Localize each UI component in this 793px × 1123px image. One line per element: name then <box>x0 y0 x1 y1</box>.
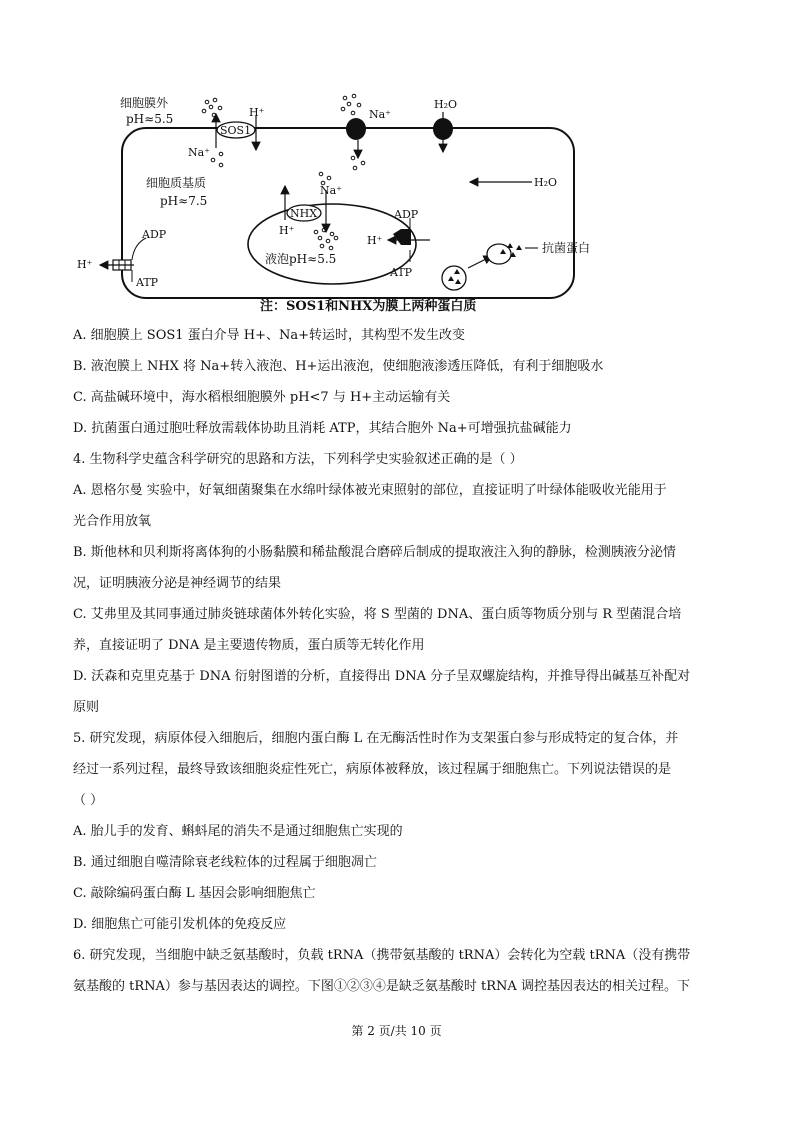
na-particles-inside-1 <box>211 152 223 167</box>
outside-label: 细胞膜外 <box>120 96 169 110</box>
nhx-label: NHX <box>290 207 318 220</box>
text-line: 养，直接证明了 DNA 是主要遗传物质，蛋白质等无转化作用 <box>73 638 425 653</box>
antibacterial-label: 抗菌蛋白 <box>542 241 591 255</box>
text-line: 氨基酸的 tRNA）参与基因表达的调控。下图①②③④是缺乏氨基酸时 tRNA 调控基因表达的相关过程。下 <box>73 979 690 994</box>
text-line: A. 胎儿手的发育、蝌蚪尾的消失不是通过细胞焦亡实现的 <box>73 824 403 839</box>
na-particles-above-nhx <box>319 172 331 185</box>
vacuole-proton-pump <box>393 229 411 245</box>
vacuole-ph: 液泡pH≈5.5 <box>265 252 337 266</box>
na-channel <box>346 118 366 140</box>
h-plus-membrane: H⁺ <box>77 258 93 271</box>
diagram-note: 注：SOS1和NHX为膜上两种蛋白质 <box>260 299 477 314</box>
question-text <box>73 320 733 1002</box>
h-plus-vacuole: H⁺ <box>367 234 383 247</box>
vesicle-fusing <box>487 244 511 264</box>
na-particles-outside-1 <box>202 98 222 117</box>
text-line: 5. 研究发现，病原体侵入细胞后，细胞内蛋白酶 L 在无酶活性时作为支架蛋白参与形成特定的复合体，并 <box>73 731 679 746</box>
vesicle-inside <box>442 266 466 290</box>
text-line: C. 艾弗里及其同事通过肺炎链球菌体外转化实验，将 S 型菌的 DNA、蛋白质等物质分别与 R 型菌混合培 <box>73 607 682 622</box>
text-line: D. 细胞焦亡可能引发机体的免疫反应 <box>73 917 287 932</box>
text-line: D. 沃森和克里克基于 DNA 衍射图谱的分析，直接得出 DNA 分子呈双螺旋结构，并推导得出碱基互补配对 <box>73 669 691 684</box>
membrane-transport-diagram <box>70 88 640 320</box>
h2o-channel-label: H₂O <box>434 98 458 111</box>
adp-vacuole: ADP <box>394 208 419 221</box>
text-line: B. 液泡膜上 NHX 将 Na+转入液泡、H+运出液泡，使细胞液渗透压降低，有利于细胞吸水 <box>73 359 604 374</box>
outside-ph: pH≈5.5 <box>126 112 174 126</box>
text-line: 原则 <box>73 700 100 715</box>
matrix-ph: pH≈7.5 <box>160 194 208 208</box>
text-line: 6. 研究发现，当细胞中缺乏氨基酸时，负载 tRNA（携带氨基酸的 tRNA）会转化为空载 tRNA（没有携带 <box>73 948 691 963</box>
atp-vacuole: ATP <box>390 266 413 279</box>
na-particles-outside-2 <box>341 94 361 115</box>
text-line: B. 通过细胞自噬清除衰老线粒体的过程属于细胞凋亡 <box>73 855 377 870</box>
na-plus-channel: Na⁺ <box>369 108 391 121</box>
text-line: （ ） <box>73 793 104 808</box>
text-line: C. 高盐碱环境中，海水稻根细胞膜外 pH<7 与 H+主动运输有关 <box>73 390 451 405</box>
text-line: 经过一系列过程，最终导致该细胞炎症性死亡，病原体被释放，该过程属于细胞焦亡。下列说法错误的是 <box>73 762 672 777</box>
text-line: 光合作用放氧 <box>73 514 152 529</box>
text-line: D. 抗菌蛋白通过胞吐释放需载体协助且消耗 ATP，其结合胞外 Na+可增强抗盐碱能力 <box>73 421 572 436</box>
page-footer: 第 2 页/共 10 页 <box>351 1024 442 1038</box>
text-line: 况，证明胰液分泌是神经调节的结果 <box>73 576 282 591</box>
text-line: B. 斯他林和贝利斯将离体狗的小肠黏膜和稀盐酸混合磨碎后制成的提取液注入狗的静脉，检测胰液分泌情 <box>73 545 676 560</box>
text-line: A. 细胞膜上 SOS1 蛋白介导 H+、Na+转运时，其构型不发生改变 <box>73 328 466 343</box>
adp-membrane: ADP <box>142 228 167 241</box>
sos1-label: SOS1 <box>220 124 252 137</box>
h-plus-nhx: H⁺ <box>279 224 295 237</box>
h-plus-sos1: H⁺ <box>249 106 265 119</box>
na-plus-sos1: Na⁺ <box>188 146 210 159</box>
atp-membrane: ATP <box>136 276 159 289</box>
na-particles-inside-2 <box>351 156 365 170</box>
text-line: A. 恩格尔曼 实验中，好氧细菌聚集在水绵叶绿体被光束照射的部位，直接证明了叶绿体能吸收光能用于 <box>73 483 667 498</box>
h2o-entering-label: H₂O <box>534 176 558 189</box>
na-plus-nhx: Na⁺ <box>320 184 342 197</box>
text-line: C. 敲除编码蛋白酶 L 基因会影响细胞焦亡 <box>73 886 316 901</box>
text-line: 4. 生物科学史蕴含科学研究的思路和方法，下列科学史实验叙述正确的是（ ） <box>73 452 523 467</box>
matrix-label: 细胞质基质 <box>146 176 207 190</box>
